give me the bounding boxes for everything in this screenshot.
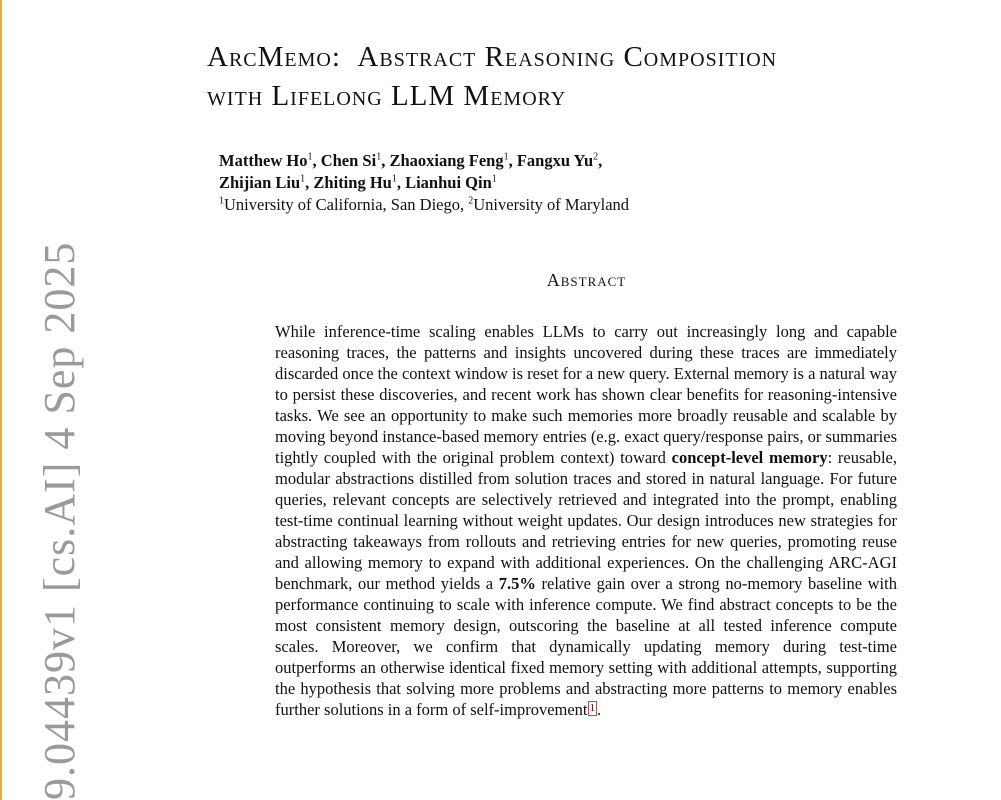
title-acronym: ArcMemo: [207,41,341,73]
abstract-text [275,321,897,720]
paper-title [207,38,987,116]
affiliation-sup: 1 [219,195,224,207]
author-affil-sup: 1 [307,151,313,163]
author-affil-sup: 1 [376,151,382,163]
author-name: Matthew Ho [219,151,308,170]
author-name: Zhijian Liu [219,173,301,192]
author-name: Lianhui Qin [405,173,492,192]
affiliations [219,194,919,216]
author-name: Zhaoxiang Feng [389,151,504,170]
author-name: Zhiting Hu [313,173,392,192]
abstract-heading: Abstract [546,270,627,290]
author-row-2: Zhijian Liu$^1$, Zhiting Hu$^1$, Lianhui Qin$^1$ [219,173,497,192]
author-affil-sup: 1 [300,173,306,185]
abstract-emphasis: 7.5% [498,574,536,593]
author-name: Fangxu Yu [516,151,594,170]
abstract-segment: relative gain over a strong no-memory baseline with performance continuing to scale with inference compute. We find abstract concepts to be the most consistent memory design, outscoring the baseline at all tested inference compute scales. Moreover, we confirm that dynamically updating memory during test-time outperforms an otherwise identical fixed memory setting with additional attempts, supporting the hypothesis that solving more problems and abstracting more patterns to memory enables further solutions in a form of self-improvement [275,574,897,719]
arxiv-sidebar [30,241,90,800]
abstract-period: . [597,700,602,719]
abstract-emphasis: concept-level memory [671,448,828,467]
author-affil-sup: 1 [503,151,509,163]
affiliation-ucsd: University of California, San Diego, [224,195,469,214]
author-row-1: Matthew Ho$^1$, Chen Si$^1$, Zhaoxiang Feng$^1$, Fangxu Yu$^2$, [219,151,603,170]
page-left-border [0,0,2,800]
author-name: Chen Si [320,151,377,170]
author-affil-sup: 1 [491,173,497,185]
author-block [219,150,919,216]
arxiv-identifier: 9.04439v1 [cs.AI] 4 Sep 2025 [35,241,84,800]
title-line2: with Lifelong LLM Memory [207,80,567,112]
abstract-segment: : reusable, modular abstractions distilled from solution traces and stored in natural language. For future queries, relevant concepts are selectively retrieved and integrated into the prompt, enabling test-time continual learning without weight updates. Our design introduces new strategies for abstracting takeaways from rollouts and retrieving entries for new queries, promoting reuse and allowing memory to expand with additional experiences. On the challenging ARC-AGI benchmark, our method yields a [275,448,898,593]
author-affil-sup: 2 [593,151,599,163]
footnote-link[interactable]: 1 [589,702,596,714]
affiliation-sup: 2 [468,195,474,207]
abstract-segment: While inference-time scaling enables LLMs to carry out increasingly long and capable reasoning traces, the patterns and insights uncovered during these traces are immediately discarded once the context window is reset for a new query. External memory is a natural way to persist these discoveries, and recent work has shown clear benefits for reasoning-intensive tasks. We see an opportunity to make such memories more broadly reusable and scalable by moving beyond instance-based memory entries (e.g. exact query/response pairs, or summaries tightly coupled with the original problem context) toward [275,322,897,467]
affiliation-umd: University of Maryland [473,195,630,214]
author-affil-sup: 1 [391,173,397,185]
title-line1: Abstract Reasoning Composition [357,41,778,73]
